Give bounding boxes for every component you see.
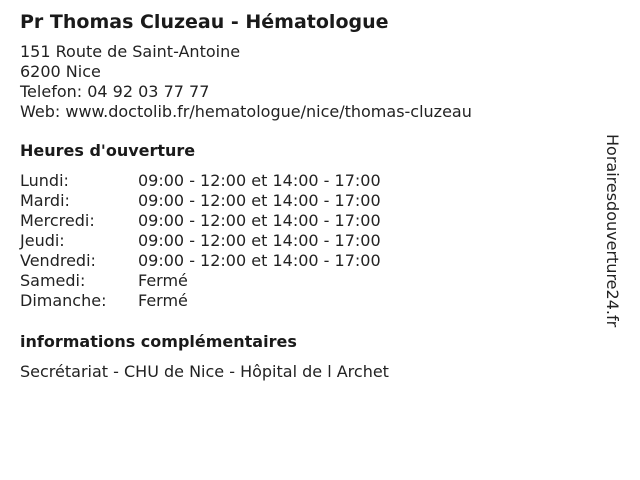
day-label: Dimanche: bbox=[20, 291, 107, 310]
hours-row bbox=[20, 271, 600, 291]
hours-row bbox=[20, 291, 600, 311]
time-value: 09:00 - 12:00 et 14:00 - 17:00 bbox=[138, 231, 381, 250]
website-link[interactable]: Web: www.doctolib.fr/hematologue/nice/thomas-cluzeau bbox=[20, 102, 472, 121]
day-label: Samedi: bbox=[20, 271, 86, 290]
day-label: Lundi: bbox=[20, 171, 69, 190]
street-address: 151 Route de Saint-Antoine bbox=[20, 42, 241, 61]
info-text: Secrétariat - CHU de Nice - Hôpital de l Archet bbox=[20, 362, 389, 381]
hours-row bbox=[20, 171, 600, 191]
day-label: Vendredi: bbox=[20, 251, 96, 270]
hours-table bbox=[20, 171, 600, 311]
time-value: 09:00 - 12:00 et 14:00 - 17:00 bbox=[138, 191, 381, 210]
city: 6200 Nice bbox=[20, 62, 101, 81]
hours-row bbox=[20, 191, 600, 211]
phone-number: Telefon: 04 92 03 77 77 bbox=[20, 82, 210, 101]
page-title: Pr Thomas Cluzeau - Hématologue bbox=[20, 11, 389, 33]
contact-block bbox=[20, 42, 600, 122]
hours-heading: Heures d'ouverture bbox=[20, 141, 196, 160]
info-heading: informations complémentaires bbox=[20, 332, 297, 351]
hours-row bbox=[20, 231, 600, 251]
listing-card bbox=[20, 10, 600, 382]
time-value: Fermé bbox=[138, 271, 188, 290]
time-value: 09:00 - 12:00 et 14:00 - 17:00 bbox=[138, 251, 381, 270]
time-value: 09:00 - 12:00 et 14:00 - 17:00 bbox=[138, 211, 381, 230]
day-label: Mercredi: bbox=[20, 211, 95, 230]
hours-row bbox=[20, 211, 600, 231]
day-label: Jeudi: bbox=[20, 231, 65, 250]
time-value: Fermé bbox=[138, 291, 188, 310]
day-label: Mardi: bbox=[20, 191, 70, 210]
site-watermark: Horairesdouverture24.fr bbox=[603, 134, 622, 328]
hours-row bbox=[20, 251, 600, 271]
time-value: 09:00 - 12:00 et 14:00 - 17:00 bbox=[138, 171, 381, 190]
